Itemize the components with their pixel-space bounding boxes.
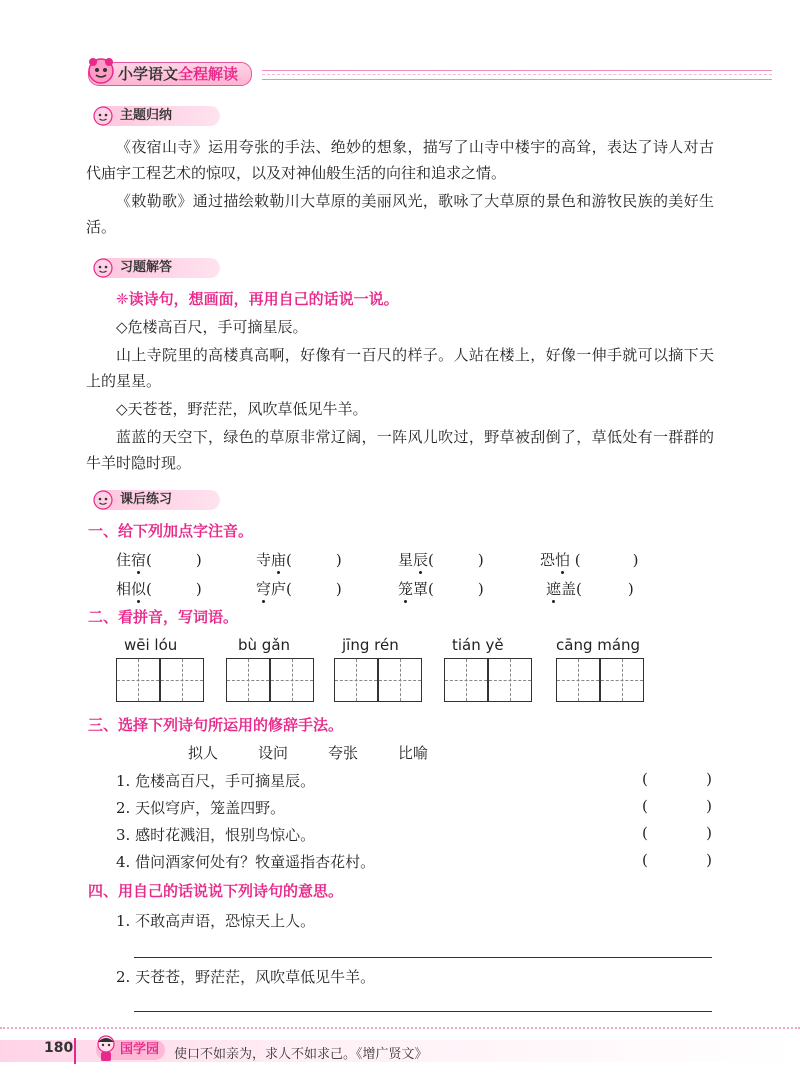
dotted-char: 怕 (555, 551, 571, 569)
q1-item: 遮盖( ) (546, 580, 634, 598)
q4-title: 四、用自己的话说说下列诗句的意思。 (88, 882, 344, 900)
q2-title: 二、看拼音，写词语。 (88, 608, 239, 626)
flower-face-icon (92, 257, 114, 279)
pinyin-label: wēi lóu (124, 636, 178, 654)
page-number-divider (74, 1038, 76, 1064)
q3-title: 三、选择下列诗句所运用的修辞手法。 (88, 716, 344, 734)
footer-quote: 使口不如亲为，求人不如求己。《增广贤文》 (174, 1047, 428, 1062)
answer-blank[interactable]: ( ) (642, 851, 712, 869)
footer-rule (0, 1027, 800, 1029)
writing-grid-cell[interactable] (378, 658, 422, 702)
answer-blank[interactable]: ( ) (642, 824, 712, 842)
writing-grid-cell[interactable] (270, 658, 314, 702)
q1-item: 寺庙( ) (256, 551, 342, 569)
answer-blank[interactable]: ( ) (642, 770, 712, 788)
answers-poem-1: ◇危楼高百尺，手可摘星辰。 (116, 318, 308, 336)
dotted-char: 辰 (413, 551, 429, 569)
rhetoric-option: 拟人 (188, 744, 219, 762)
theme-paragraph-1: 《夜宿山寺》运用夸张的手法、绝妙的想象，描写了山寺中楼宇的高耸，表达了诗人对古代庙宇工程艺术的惊叹，以及对神仙般生活的向往和追求之情。 (86, 138, 714, 182)
answer-blank[interactable]: ( ) (642, 797, 712, 815)
answer-line[interactable] (134, 957, 712, 958)
page-number: 180 (44, 1040, 74, 1056)
q4-item: 2. 天苍苍，野茫茫，风吹草低见牛羊。 (116, 968, 376, 986)
writing-grid-cell[interactable] (488, 658, 532, 702)
dotted-char: 庙 (271, 551, 287, 569)
theme-paragraph-2: 《敕勒歌》通过描绘敕勒川大草原的美丽风光，歌咏了大草原的景色和游牧民族的美好生活。 (86, 192, 714, 236)
writing-grid-cell[interactable] (334, 658, 378, 702)
pinyin-label: tián yě (452, 636, 504, 654)
q3-item: 3. 感时花溅泪，恨别鸟惊心。 (116, 826, 316, 844)
section-tag-label: 习题解答 (120, 260, 173, 275)
writing-grid-cell[interactable] (226, 658, 270, 702)
answers-explain-2: 蓝蓝的天空下，绿色的草原非常辽阔，一阵风儿吹过，野草被刮倒了，草低处有一群群的牛羊时隐时现。 (86, 428, 714, 472)
q1-item: 笼罩( ) (398, 580, 484, 598)
writing-grid-cell[interactable] (444, 658, 488, 702)
q1-item: 穹庐( ) (256, 580, 342, 598)
q1-item: 相似( ) (116, 580, 202, 598)
flower-face-icon (92, 105, 114, 127)
q3-item: 2. 天似穹庐，笼盖四野。 (116, 799, 286, 817)
header-rule (262, 70, 772, 80)
answers-poem-2: ◇天苍苍，野茫茫，风吹草低见牛羊。 (116, 400, 368, 418)
q1-item: 住宿( ) (116, 551, 202, 569)
q1-item: 星辰( ) (398, 551, 484, 569)
answer-line[interactable] (134, 1011, 712, 1012)
flower-face-icon (92, 489, 114, 511)
pinyin-label: cāng máng (556, 636, 641, 654)
writing-grid-cell[interactable] (116, 658, 160, 702)
dotted-char: 遮 (546, 580, 562, 598)
q1-title: 一、给下列加点字注音。 (88, 522, 254, 540)
header-title-accent: 全程解读 (178, 65, 239, 83)
rhetoric-option: 比喻 (398, 744, 429, 762)
writing-grid-cell[interactable] (160, 658, 204, 702)
kid-mascot-icon (94, 1034, 118, 1062)
writing-grid-cell[interactable] (556, 658, 600, 702)
dotted-char: 穹 (256, 580, 272, 598)
writing-grid-cell[interactable] (600, 658, 644, 702)
header-title-main: 小学语文 (118, 65, 179, 83)
guoxue-label: 国学园 (120, 1042, 160, 1057)
mascot-icon (86, 56, 116, 86)
section-tag-label: 课后练习 (120, 492, 173, 507)
pinyin-label: jīng rén (342, 636, 399, 654)
answers-explain-1: 山上寺院里的高楼真高啊，好像有一百尺的样子。人站在楼上，好像一伸手就可以摘下天上的星星。 (86, 346, 714, 390)
rhetoric-option: 设问 (258, 744, 289, 762)
header-title (118, 63, 238, 84)
q3-item: 1. 危楼高百尺，手可摘星辰。 (116, 772, 316, 790)
section-tag-label: 主题归纳 (120, 108, 173, 123)
answers-instruction: ❈读诗句，想画面，再用自己的话说一说。 (116, 290, 399, 308)
q1-item: 恐怕 ( ) (540, 551, 639, 569)
rhetoric-option: 夸张 (328, 744, 359, 762)
q4-item: 1. 不敢高声语，恐惊天上人。 (116, 912, 316, 930)
dotted-char: 宿 (131, 551, 147, 569)
dotted-char: 笼 (398, 580, 414, 598)
q3-item: 4. 借问酒家何处有？牧童遥指杏花村。 (116, 853, 376, 871)
dotted-char: 似 (131, 580, 147, 598)
pinyin-label: bù gǎn (238, 636, 291, 654)
